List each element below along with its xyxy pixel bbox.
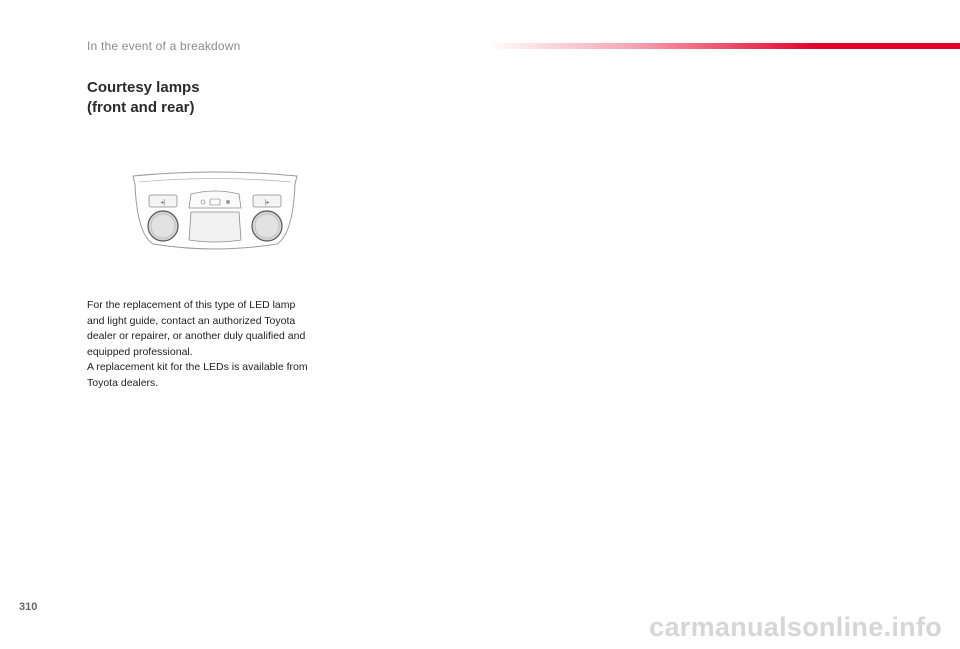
- header-accent-bar: [486, 43, 960, 49]
- chapter-title: In the event of a breakdown: [87, 39, 241, 53]
- body-line-2: and light guide, contact an authorized Toyota: [87, 314, 296, 327]
- svg-text:◂|: ◂|: [160, 199, 166, 206]
- body-line-4: equipped professional.: [87, 345, 193, 358]
- replacement-instructions: [87, 298, 352, 391]
- body-line-5: A replacement kit for the LEDs is available from: [87, 361, 308, 373]
- page-number: 310: [19, 601, 38, 613]
- courtesy-lamp-unit-icon: [125, 164, 305, 256]
- section-title: [87, 78, 200, 118]
- svg-text:|▸: |▸: [264, 199, 270, 206]
- section-title-line-1: Courtesy lamps: [87, 79, 200, 96]
- section-title-line-2: (front and rear): [87, 99, 195, 116]
- watermark: carmanualsonline.info: [649, 612, 942, 642]
- body-line-6: Toyota dealers.: [87, 376, 159, 389]
- body-line-3: dealer or repairer, or another duly qualified and: [87, 330, 306, 342]
- body-line-1: For the replacement of this type of LED lamp: [87, 299, 296, 311]
